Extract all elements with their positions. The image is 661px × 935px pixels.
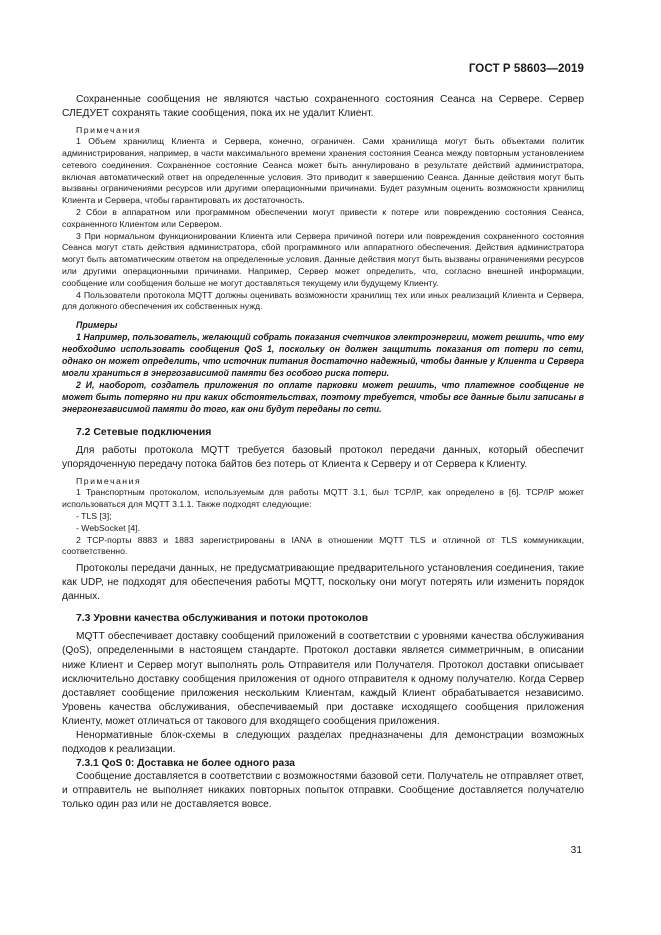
page-number: 31 bbox=[570, 845, 582, 856]
notes-title: Примечания bbox=[76, 125, 142, 136]
section-heading-7-2: 7.2 Сетевые подключения bbox=[76, 427, 212, 439]
example-2: 2 И, наоборот, создатель приложения по оплате парковки может решить, что платежное сообщение не может быть потеряно ни при каких обстоятельствах, поэтому требуется, чтобы все данные были записаны в энергонезависимой памяти до того, как они будут переданы по сети. bbox=[62, 380, 584, 415]
section-heading-7-3-1: 7.3.1 QoS 0: Доставка не более одного раза bbox=[76, 758, 295, 770]
note-3: 3 При нормальном функционировании Клиента или Сервера причиной потери или повреждения сохраненного состояния Сеанса могут стать действия администратора, сбой программного или аппаратного обеспечения. Действия администратора могут быть автоматическим ответом на определенные условия. Данные действия могут быть вызваны ограничениями ресурсов или другими операционными причинами. Например, Сервер может определить, что, согласно внешней информации, сообщение или сообщения больше не могут доставляться текущему или будущему Клиенту. bbox=[62, 230, 584, 288]
section-7-3-paragraph-2: Ненормативные блок-схемы в следующих разделах предназначены для демонстрации возможных подходов к реализации. bbox=[62, 730, 584, 756]
section-7-3-1-paragraph: Сообщение доставляется в соответствии с возможностями базовой сети. Получатель не отправляет ответ, и отправитель не выполняет никаких повторных попыток отправки. Сообщение доставляется получателю только один раз или не доставляется вовсе. bbox=[62, 771, 584, 811]
section-7-2-paragraph-2: Протоколы передачи данных, не предусматривающие предварительного установления соединения, такие как UDP, не подходят для обеспечения работы MQTT, поскольку они могут потерять или изменить порядок данных. bbox=[62, 563, 584, 603]
note-1: 1 Объем хранилищ Клиента и Сервера, конечно, ограничен. Сами хранилища могут быть объектами политик администрирования, например, в части максимального времени хранения состояния Сеанса между повторным установлением сетевого соединения. Сохраненное состояние Сеанса может быть аннулировано в результате действий администратора, включая автоматический ответ на определенные условия. Это приводит к завершению Сеанса. Данные действия могут быть вызваны ограничениями ресурсов или другими операционными причинами. Будет разумным оценить возможности хранилищ Клиента и Сервера, чтобы гарантировать их достаточность. bbox=[62, 136, 584, 206]
example-1: 1 Например, пользователь, желающий собрать показания счетчиков электроэнергии, может решить, что ему необходимо использовать сообщения QoS 1, поскольку он должен защитить показания от потери по сети, однако он может определить, что источник питания достаточно надежный, чтобы данные у Клиента и Сервера могли храниться в энергозависимой памяти без особого риска потери. bbox=[62, 332, 584, 379]
note-4: 4 Пользователи протокола MQTT должны оценивать возможности хранилищ тех или иных реализаций Клиента и Сервера, для должного обеспечения их собственных нужд. bbox=[62, 289, 584, 312]
list-item-tls: - TLS [3]; bbox=[76, 510, 112, 521]
page-content bbox=[62, 93, 584, 813]
note-2: 2 Сбои в аппаратном или программном обеспечении могут привести к потере или повреждению состояния Сеанса, сохраненного Клиентом или Сервером. bbox=[62, 206, 584, 229]
section-7-2-paragraph: Для работы протокола MQTT требуется базовый протокол передачи данных, который обеспечит упорядоченную передачу потока байтов без потерь от Клиента к Серверу и от Сервера к Клиенту. bbox=[62, 445, 584, 471]
section-7-3-paragraph: MQTT обеспечивает доставку сообщений приложений в соответствии с уровнями качества обслуживания (QoS), определенными в настоящем стандарте. Протокол доставки является симметричным, в описании ниже Клиент и Сервер могут выполнять роль Отправителя или Получателя. Протокол доставки описывает исключительно доставку сообщения приложения от одного отправителя к одному получателю. Когда Сервер доставляет сообщение приложения нескольким Клиентам, каждый Клиент обрабатывается независимо. Уровень качества обслуживания, обеспечиваемый при доставке исходящего сообщения приложения Клиенту, может отличаться от такового для входящего сообщения приложения. bbox=[62, 631, 584, 727]
list-item-websocket: - WebSocket [4]. bbox=[76, 522, 141, 533]
examples-title: Примеры bbox=[76, 320, 118, 331]
section-7-2-note-1: 1 Транспортным протоколом, используемым для работы MQTT 3.1, был TCP/IP, как определено в [6]. TCP/IP может использоваться для MQTT 3.1.1. Также подходят следующие: bbox=[62, 487, 584, 510]
section-heading-7-3: 7.3 Уровни качества обслуживания и потоки протоколов bbox=[76, 613, 369, 625]
intro-paragraph: Сохраненные сообщения не являются частью сохраненного состояния Сеанса на Сервере. Сервер СЛЕДУЕТ сохранять такие сообщения, пока их не удалит Клиент. bbox=[62, 94, 584, 120]
section-7-2-notes-title: Примечания bbox=[76, 476, 142, 487]
section-7-2-note-2: 2 TCP-порты 8883 и 1883 зарегистрированы в IANA в отношении MQTT TLS и отличной от TLS коммуникации, соответственно. bbox=[62, 534, 584, 557]
document-header: ГОСТ Р 58603—2019 bbox=[468, 63, 584, 75]
